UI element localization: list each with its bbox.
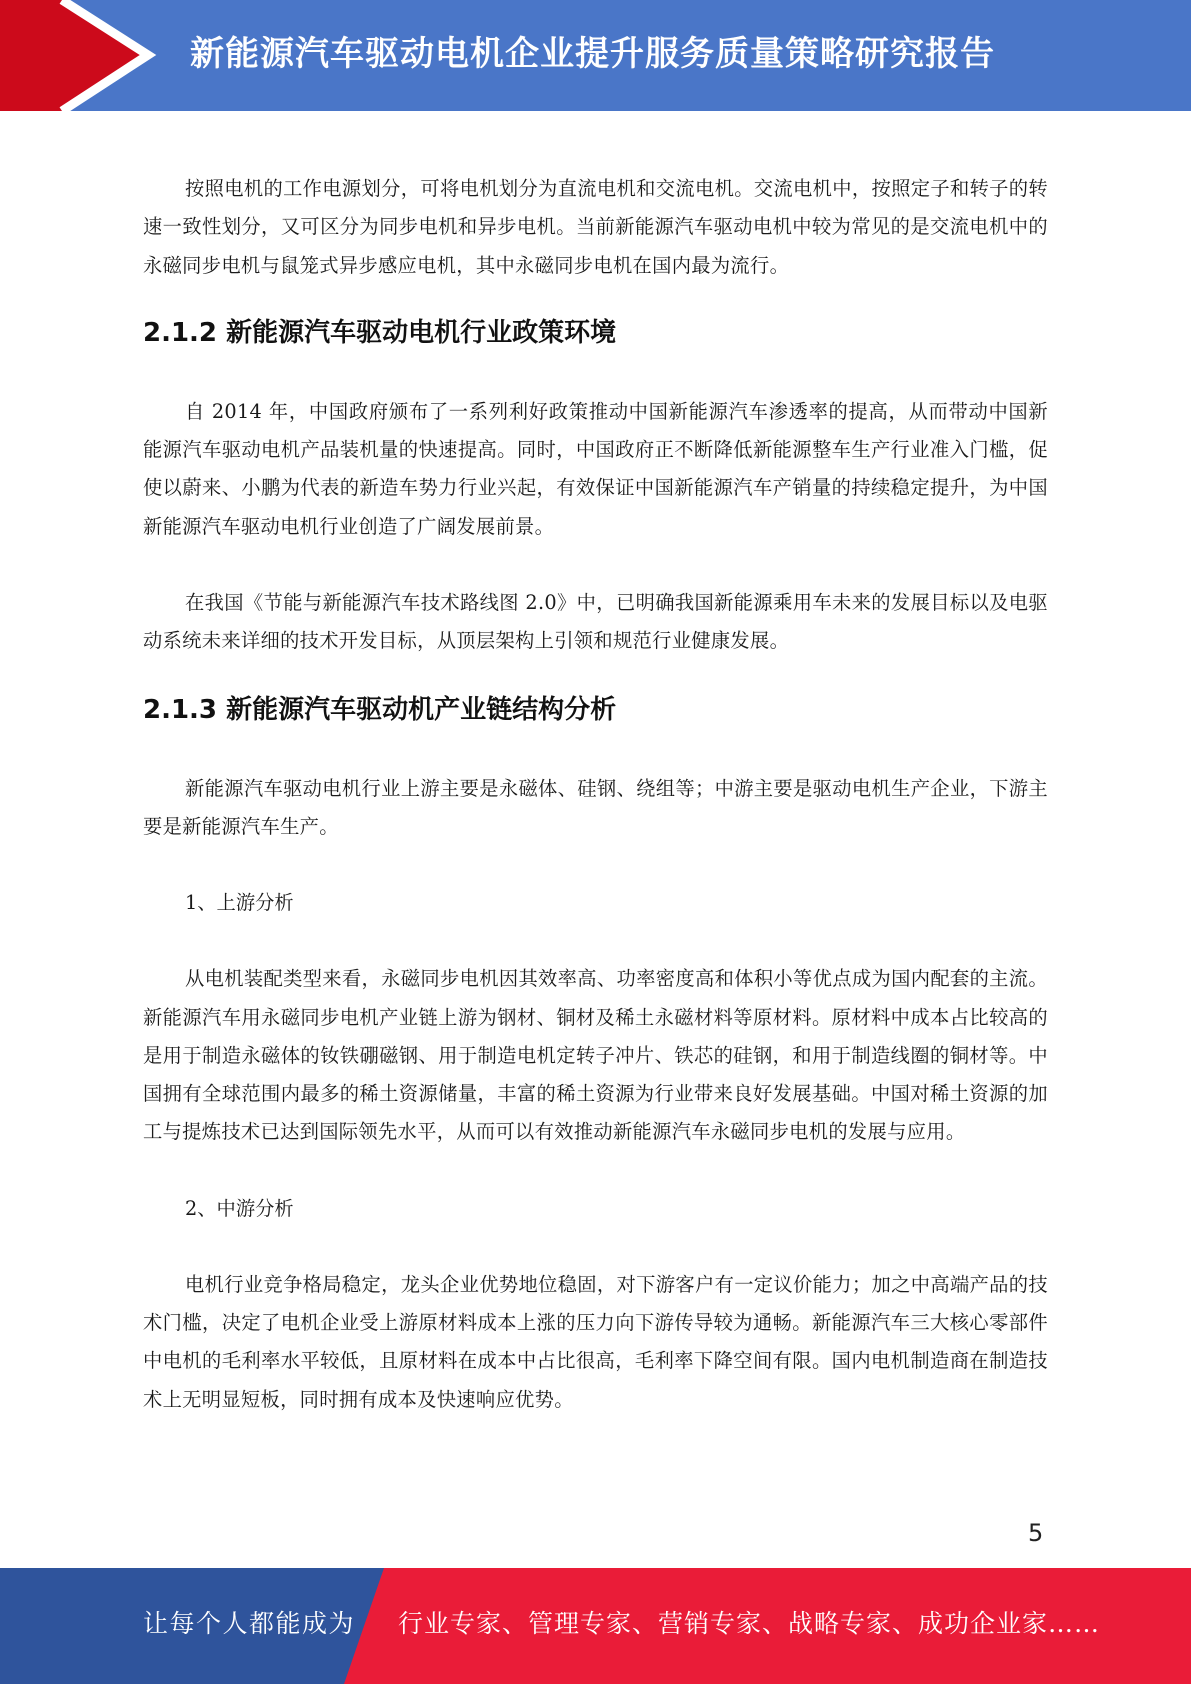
section-heading-2-1-3: 2.1.3 新能源汽车驱动机产业链结构分析	[143, 694, 617, 725]
upstream-paragraph: 从电机装配类型来看，永磁同步电机因其效率高、功率密度高和体积小等优点成为国内配套的主流。新能源汽车用永磁同步电机产业链上游为钢材、铜材及稀土永磁材料等原材料。原材料中成本占比较高的是用于制造永磁体的钕铁硼磁钢、用于制造电机定转子冲片、铁芯的硅钢，和用于制造线圈的铜材等。中国拥有全球范围内最多的稀土资源储量，丰富的稀土资源为行业带来良好发展基础。中国对稀土资源的加工与提炼技术已达到国际领先水平，从而可以有效推动新能源汽车永磁同步电机的发展与应用。	[143, 967, 1048, 1144]
footer-banner	[0, 1568, 1191, 1684]
main-content	[143, 170, 1048, 1419]
section-heading-2-1-2: 2.1.2 新能源汽车驱动电机行业政策环境	[143, 317, 617, 348]
footer-slogan-left: 让每个人都能成为	[143, 1609, 356, 1638]
header-banner	[0, 0, 1191, 111]
policy-paragraph-1: 自 2014 年，中国政府颁布了一系列利好政策推动中国新能源汽车渗透率的提高，从而带动中国新能源汽车驱动电机产品装机量的快速提高。同时，中国政府正不断降低新能源整车生产行业准入门槛，促使以蔚来、小鹏为代表的新造车势力行业兴起，有效保证中国新能源汽车产销量的持续稳定提升，为中国新能源汽车驱动电机行业创造了广阔发展前景。	[143, 399, 1048, 538]
page-number: 5	[1028, 1519, 1044, 1547]
policy-paragraph-2: 在我国《节能与新能源汽车技术路线图 2.0》中，已明确我国新能源乘用车未来的发展目标以及电驱动系统未来详细的技术开发目标，从顶层架构上引领和规范行业健康发展。	[143, 591, 1048, 653]
header-arrow-decoration	[0, 0, 160, 111]
intro-paragraph: 按照电机的工作电源划分，可将电机划分为直流电机和交流电机。交流电机中，按照定子和转子的转速一致性划分，又可区分为同步电机和异步电机。当前新能源汽车驱动电机中较为常见的是交流电机中的永磁同步电机与鼠笼式异步感应电机，其中永磁同步电机在国内最为流行。	[143, 177, 1048, 277]
chain-paragraph-1: 新能源汽车驱动电机行业上游主要是永磁体、硅钢、绕组等；中游主要是驱动电机生产企业，下游主要是新能源汽车生产。	[143, 776, 1048, 838]
midstream-label: 2、中游分析	[185, 1196, 294, 1220]
midstream-paragraph: 电机行业竞争格局稳定，龙头企业优势地位稳固，对下游客户有一定议价能力；加之中高端产品的技术门槛，决定了电机企业受上游原材料成本上涨的压力向下游传导较为通畅。新能源汽车三大核心零部件中电机的毛利率水平较低，且原材料在成本中占比很高，毛利率下降空间有限。国内电机制造商在制造技术上无明显短板，同时拥有成本及快速响应优势。	[143, 1272, 1048, 1411]
upstream-label: 1、上游分析	[185, 891, 294, 915]
footer-slogan-right: 行业专家、管理专家、营销专家、战略专家、成功企业家……	[398, 1609, 1101, 1638]
document-title: 新能源汽车驱动电机企业提升服务质量策略研究报告	[190, 34, 995, 74]
